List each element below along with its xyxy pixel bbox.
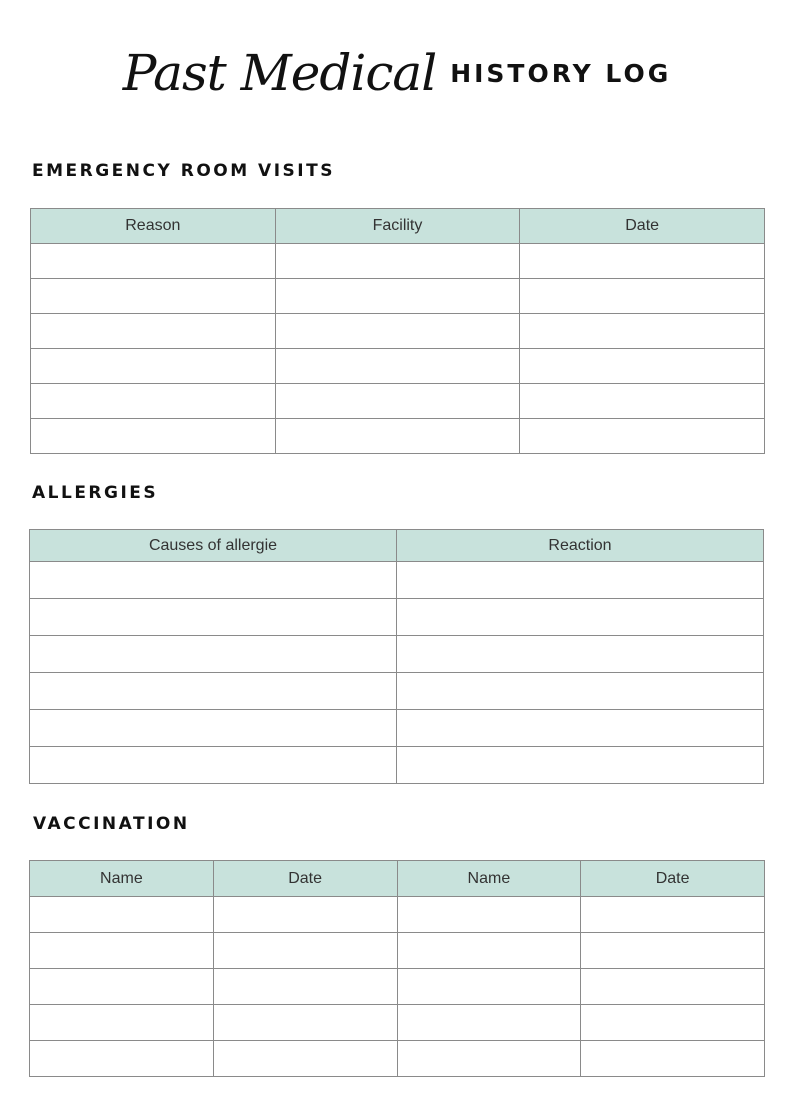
table-cell[interactable] [581, 1005, 765, 1041]
table-cell[interactable] [31, 279, 276, 314]
table-cell[interactable] [213, 933, 397, 969]
table-row [30, 599, 764, 636]
table-cell[interactable] [30, 897, 214, 933]
table-cell[interactable] [30, 969, 214, 1005]
table-row [30, 636, 764, 673]
table-row [30, 1005, 765, 1041]
table-cell[interactable] [213, 1005, 397, 1041]
title-caps: HISTORY LOG [450, 58, 672, 88]
allergies-col-reaction: Reaction [397, 530, 764, 562]
table-cell[interactable] [31, 314, 276, 349]
table-cell[interactable] [31, 419, 276, 454]
table-cell[interactable] [581, 933, 765, 969]
page-title [0, 44, 794, 102]
table-row [30, 969, 765, 1005]
table-cell[interactable] [397, 747, 764, 784]
table-cell[interactable] [30, 636, 397, 673]
table-cell[interactable] [30, 1041, 214, 1077]
table-cell[interactable] [30, 599, 397, 636]
table-cell[interactable] [397, 933, 581, 969]
table-row [31, 384, 765, 419]
vaccination-col-date-2: Date [581, 861, 765, 897]
table-row [31, 279, 765, 314]
table-cell[interactable] [213, 1041, 397, 1077]
vaccination-table [29, 860, 765, 1077]
table-cell[interactable] [275, 314, 520, 349]
table-cell[interactable] [31, 244, 276, 279]
table-cell[interactable] [581, 897, 765, 933]
table-cell[interactable] [520, 384, 765, 419]
table-cell[interactable] [275, 279, 520, 314]
table-row [30, 897, 765, 933]
vaccination-col-name-2: Name [397, 861, 581, 897]
table-cell[interactable] [397, 599, 764, 636]
table-row [30, 562, 764, 599]
table-row [31, 244, 765, 279]
table-cell[interactable] [520, 244, 765, 279]
table-cell[interactable] [30, 1005, 214, 1041]
table-cell[interactable] [520, 349, 765, 384]
table-cell[interactable] [397, 562, 764, 599]
table-row [30, 1041, 765, 1077]
table-cell[interactable] [397, 710, 764, 747]
table-row [31, 419, 765, 454]
table-cell[interactable] [275, 349, 520, 384]
table-cell[interactable] [581, 969, 765, 1005]
allergies-header-row [30, 530, 764, 562]
table-cell[interactable] [30, 562, 397, 599]
er-table [30, 208, 765, 454]
title-script: Past Medical [122, 44, 437, 102]
er-col-facility: Facility [275, 209, 520, 244]
table-cell[interactable] [213, 969, 397, 1005]
vaccination-header-row [30, 861, 765, 897]
allergies-table [29, 529, 764, 784]
table-cell[interactable] [31, 349, 276, 384]
table-row [30, 673, 764, 710]
table-cell[interactable] [275, 419, 520, 454]
vaccination-heading: VACCINATION [33, 814, 190, 834]
table-cell[interactable] [397, 897, 581, 933]
table-cell[interactable] [30, 710, 397, 747]
table-cell[interactable] [30, 673, 397, 710]
table-cell[interactable] [397, 1041, 581, 1077]
er-col-reason: Reason [31, 209, 276, 244]
table-cell[interactable] [275, 244, 520, 279]
table-row [30, 710, 764, 747]
table-cell[interactable] [581, 1041, 765, 1077]
er-col-date: Date [520, 209, 765, 244]
table-cell[interactable] [520, 314, 765, 349]
er-heading: EMERGENCY ROOM VISITS [32, 161, 335, 181]
table-row [31, 314, 765, 349]
table-cell[interactable] [397, 636, 764, 673]
table-cell[interactable] [520, 279, 765, 314]
table-row [30, 747, 764, 784]
table-cell[interactable] [30, 933, 214, 969]
allergies-col-causes: Causes of allergie [30, 530, 397, 562]
table-cell[interactable] [275, 384, 520, 419]
table-cell[interactable] [520, 419, 765, 454]
vaccination-col-date-1: Date [213, 861, 397, 897]
table-cell[interactable] [397, 1005, 581, 1041]
table-row [31, 349, 765, 384]
allergies-heading: ALLERGIES [32, 483, 159, 503]
table-cell[interactable] [30, 747, 397, 784]
table-cell[interactable] [213, 897, 397, 933]
table-cell[interactable] [397, 969, 581, 1005]
vaccination-col-name-1: Name [30, 861, 214, 897]
table-cell[interactable] [31, 384, 276, 419]
er-header-row [31, 209, 765, 244]
table-cell[interactable] [397, 673, 764, 710]
table-row [30, 933, 765, 969]
